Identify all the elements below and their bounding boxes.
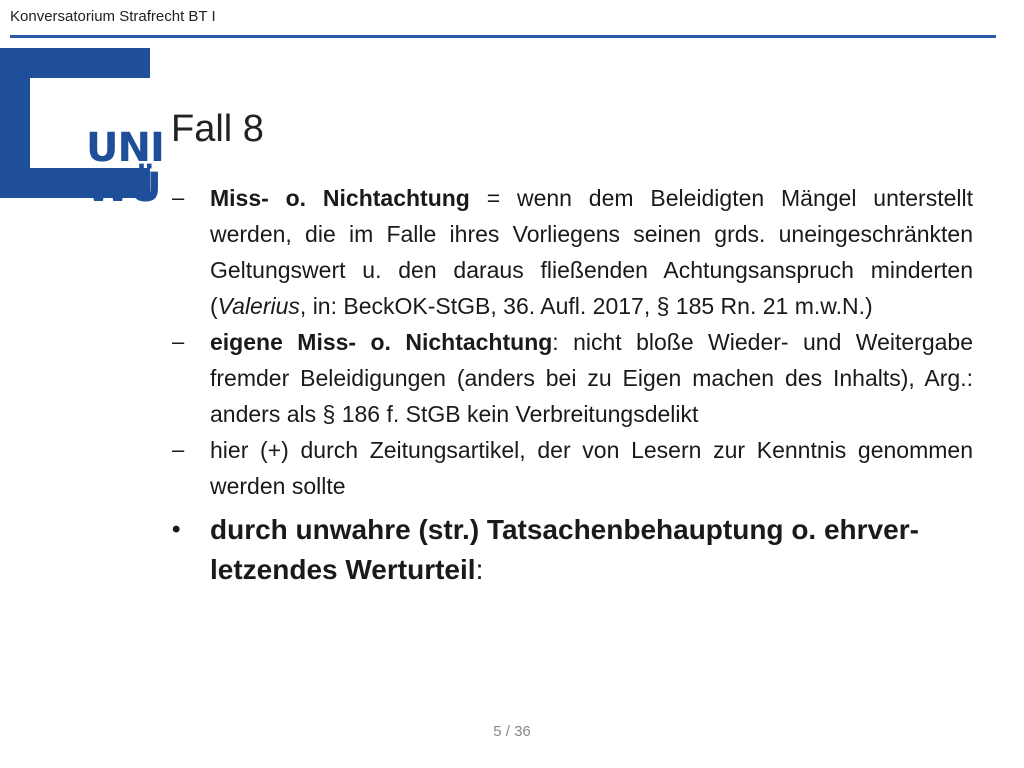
bullet-marker: • [172,516,181,543]
list-item [170,180,973,324]
list-item [170,432,973,504]
bullet-item [170,510,973,590]
list-item [170,324,973,432]
item-text: : nicht bloße Wieder- und Weitergabe fremder Beleidigungen (anders bei zu Eigen machen des Inhalts), Arg.: anders als § 186 f. StGB kein Verbreitungsdelikt [210,329,973,427]
logo-line-2: WÜ [86,165,161,211]
item-text-citation: , in: BeckOK-StGB, 36. Aufl. 2017, § 185 Rn. 21 m.w.N.) [299,293,873,319]
slide-content [170,180,973,590]
slide-title: Fall 8 [171,108,264,150]
logo-text [86,125,164,211]
dash-marker: – [172,329,185,354]
header-title: Konversatorium Strafrecht BT I [10,8,216,25]
item-text: : [475,554,484,585]
item-term: Miss- o. Nichtachtung [210,185,470,211]
university-logo [0,48,164,211]
dash-marker: – [172,437,185,462]
logo-line-1: UNI [86,125,164,171]
item-term: eigene Miss- o. Nichtachtung [210,329,553,355]
dash-marker: – [172,185,185,210]
item-text: hier (+) durch Zeitungsartikel, der von Lesern zur Kenntnis genommen werden sollte [210,437,973,499]
item-text: = wenn dem Beleidigten Mängel unterstellt werden, die im Falle ihres Vorliegens seinen grds. uneingeschränkten Geltungswert u. den daraus fließenden Achtungsanspruch minderten ( [210,185,974,319]
item-italic-author: Valerius [217,293,300,319]
header-divider [10,35,996,38]
item-term: durch unwahre (str.) Tatsachenbehauptung o. ehrver-letzendes Werturteil [210,514,919,585]
page-number: 5 / 36 [493,723,531,740]
